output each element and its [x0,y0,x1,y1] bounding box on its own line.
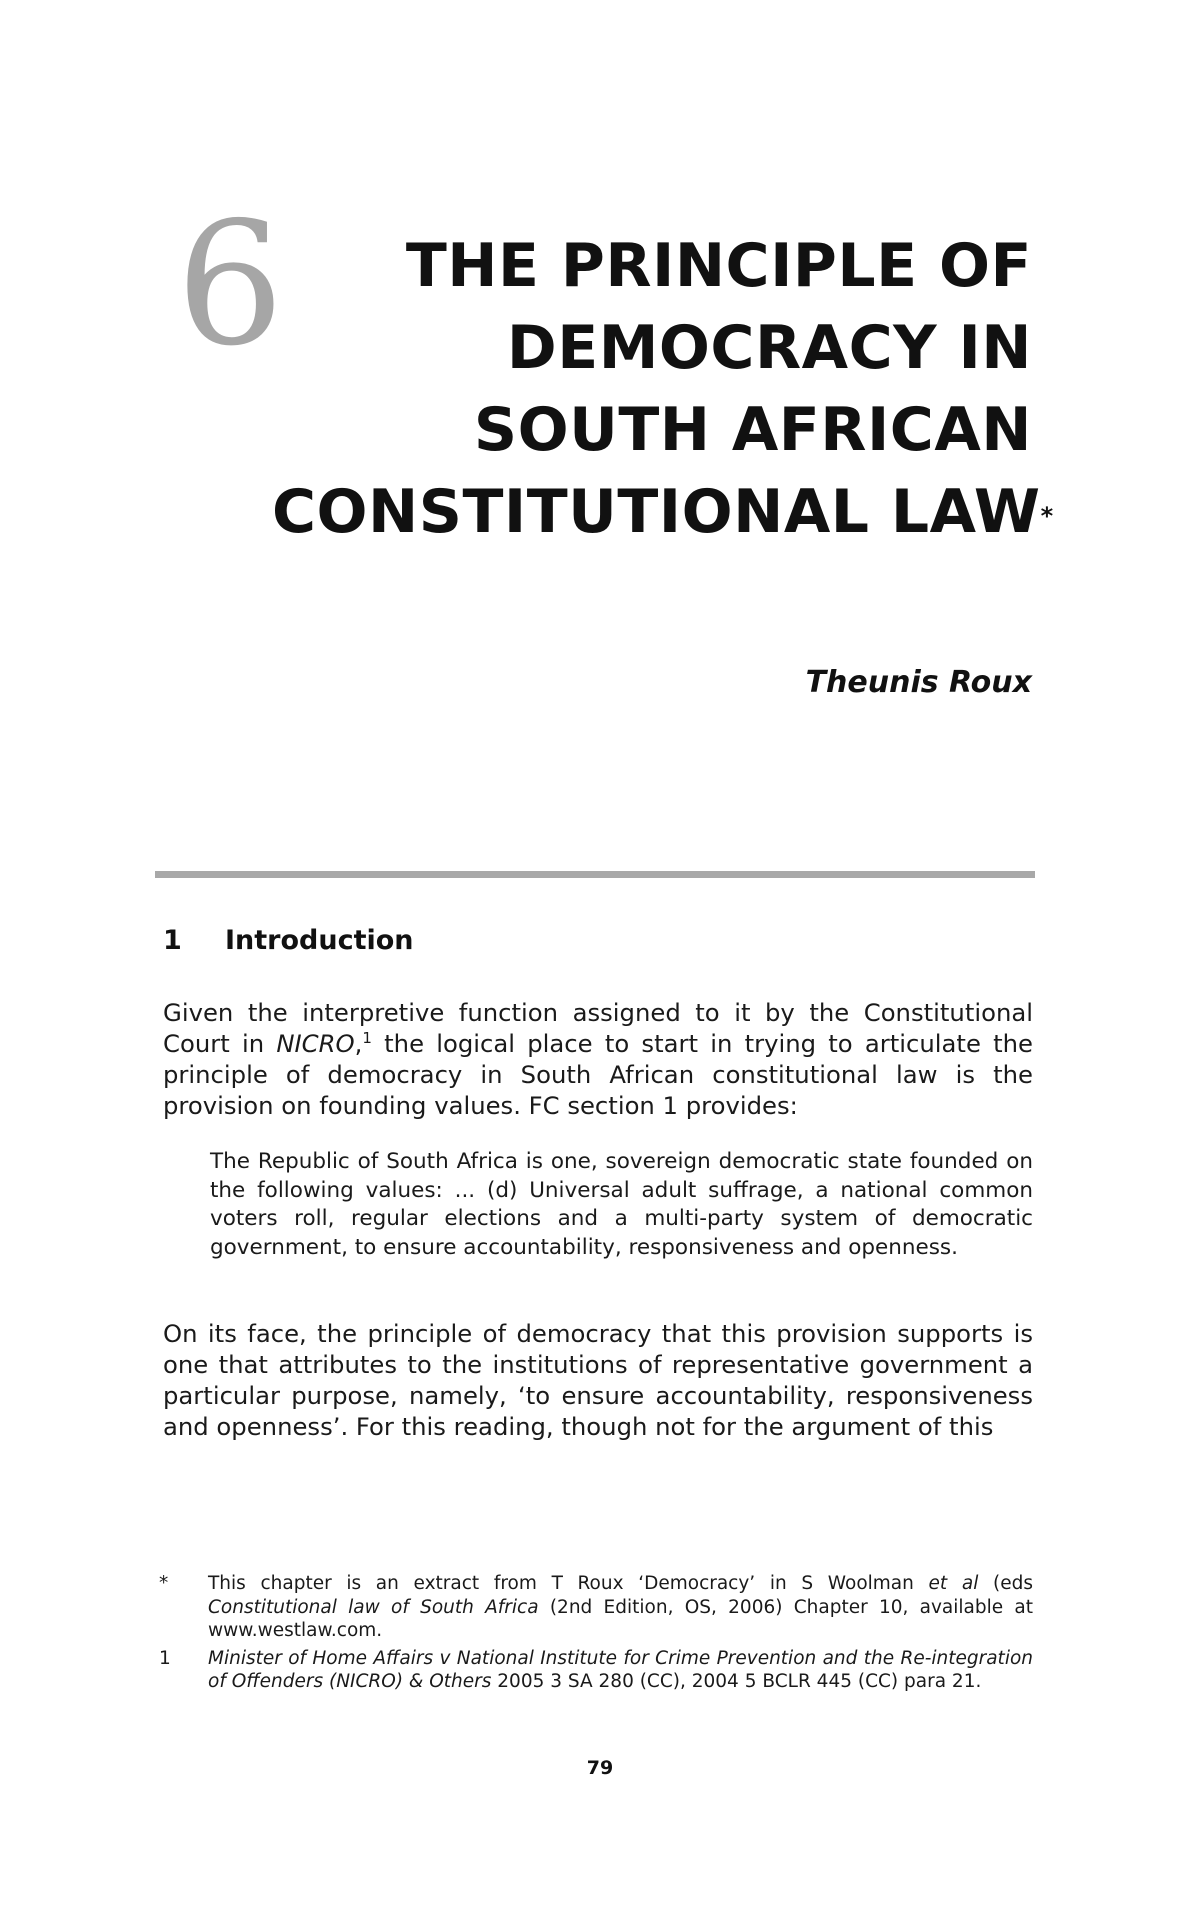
footnote-text: This chapter is an extract from T Roux ‘Democracy’ in S Woolman [208,1573,929,1594]
paragraph-intro [163,997,1033,1121]
page-number: 79 [586,1757,614,1779]
footnote-mark: * [159,1573,169,1594]
paragraph-text: the logical place to start in trying to articulate the principle of democracy in South African constitutional law is the provision on founding values. FC section 1 provides: [163,1029,1033,1120]
paragraph-text: Given the interpretive function assigned to it by the Constitutional Court in [163,998,1033,1058]
footnote-italic: Minister of Home Affairs v National Institute for Crime Prevention and the Re-integration of Offenders (NICRO) & Others [208,1647,1033,1692]
footnote-star [157,1572,1033,1643]
chapter-title-line: DEMOCRACY IN [506,313,1032,383]
chapter-title-line: CONSTITUTIONAL LAW [272,477,1041,547]
comma: , [354,1029,363,1058]
chapter-number: 6 [176,186,285,384]
footnotes [157,1572,1033,1698]
section-title: Introduction [225,925,414,956]
footnote-italic: Constitutional law of South Africa [208,1596,539,1618]
title-footnote-marker[interactable]: * [1040,502,1054,530]
section-heading [163,925,414,956]
footnote-1-marker[interactable]: 1 [362,1028,372,1047]
footnote-text: (2nd Edition, OS, 2006) Chapter 10, available at www.westlaw.com. [208,1596,1033,1641]
section-number: 1 [163,925,182,956]
section-divider [155,871,1035,878]
block-quote: The Republic of South Africa is one, sovereign democratic state founded on the following values: ... (d) Universal adult suffrage, a national common voters roll, regular elections and a multi-party system of democratic government, to ensure accountability, responsiveness and openness. [210,1149,1033,1260]
chapter-title-line: THE PRINCIPLE OF [405,231,1032,301]
chapter-title-line-last [272,471,1054,553]
footnote-italic: et al [928,1573,979,1594]
case-name: NICRO [276,1029,355,1058]
chapter-title-line: SOUTH AFRICAN [473,395,1032,465]
footnote-1 [157,1647,1033,1694]
footnote-text: (eds [978,1573,1033,1594]
footnote-text: 2005 3 SA 280 (CC), 2004 5 BCLR 445 (CC) para 21. [491,1671,982,1692]
footnote-mark: 1 [159,1647,171,1669]
chapter-title [272,225,1054,553]
author-name: Theunis Roux [805,665,1032,700]
paragraph-analysis: On its face, the principle of democracy that this provision supports is one that attributes to the institutions of representative government a particular purpose, namely, ‘to ensure accountability, responsiveness and openness’. For this reading, though not for the argument of this [163,1319,1033,1441]
